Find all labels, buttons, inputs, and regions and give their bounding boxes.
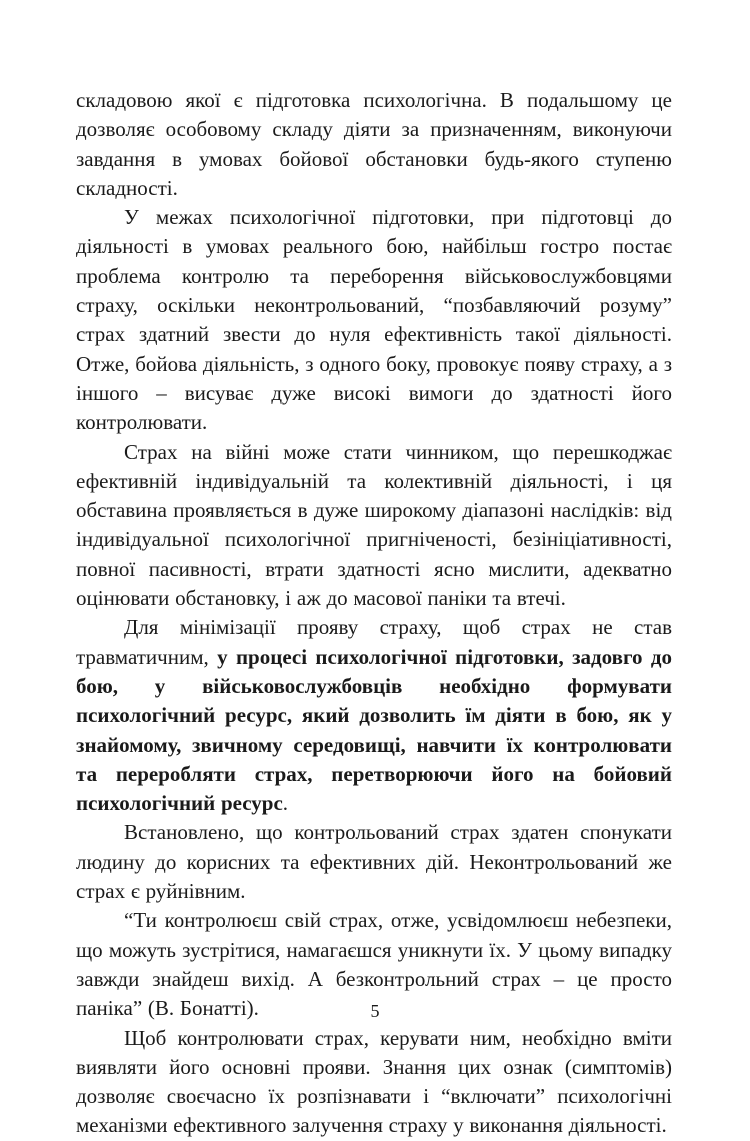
paragraph-minimizing-fear: [76, 613, 672, 818]
paragraph-control-fear: Щоб контролювати страх, керувати ним, необхідно вміти виявляти його основні прояви. Знання цих ознак (симптомів) дозволяє своєчасно їх розпізнавати і “включати” психологічні механізми ефективного залучення страху у виконання діяльності.: [76, 1025, 672, 1138]
paragraph-minimizing-fear-plain: Для мінімізації прояву страху, щоб страх не став травматичним,: [76, 615, 672, 669]
paragraph-fear-in-war: Страх на війні може стати чинником, що перешкоджає ефективній індивідуальній та колективній діяльності, і ця обставина проявляється в дуже широкому діапазоні наслідків: від індивідуальної психологічної пригніченості, безініціативності, повної пасивності, втрати здатності ясно мислити, адекватно оцінювати обстановку, і аж до масової паніки та втечі.: [76, 439, 672, 611]
paragraph-bonatti-quote: “Ти контролюєш свій страх, отже, усвідомлюєш небезпеки, що можуть зустрітися, намагаєшся уникнути їх. У цьому випадку завжди знайдеш вихід. А безконтрольний страх – це просто паніка” (В. Бонатті).: [76, 908, 672, 1021]
page-number: 5: [370, 1001, 380, 1021]
paragraph-minimizing-fear-bold: у процесі психологічної підготовки, задовго до бою, у військовослужбовців необхідно формувати психологічний ресурс, який дозволить їм діяти в бою, як у знайомому, звичному середовищі, навчити їх контролювати та переробляти страх, перетворюючи його на бойовий психологічний ресурс: [76, 644, 672, 816]
paragraph-controlled-fear: Встановлено, що контрольований страх здатен спонукати людину до корисних та ефективних дій. Неконтрольований же страх є руйнівним.: [76, 820, 672, 904]
paragraph-minimizing-fear-tail: .: [282, 791, 289, 816]
paragraph-psychological-preparation: У межах психологічної підготовки, при підготовці до діяльності в умовах реального бою, найбільш гостро постає проблема контролю та переборення військовослужбовцями страху, оскільки неконтрольований, “позбавляючий розуму” страх здатний звести до нуля ефективність такої діяльності. Отже, бойова діяльність, з одного боку, провокує появу страху, а з іншого – висуває дуже високі вимоги до здатності його контролювати.: [76, 205, 672, 435]
paragraph-continuation: складовою якої є підготовка психологічна. В подальшому це дозволяє особовому складу діяти за призначенням, виконуючи завдання в умовах бойової обстановки будь-якого ступеню складності.: [76, 88, 672, 200]
body-text: [76, 86, 672, 1141]
